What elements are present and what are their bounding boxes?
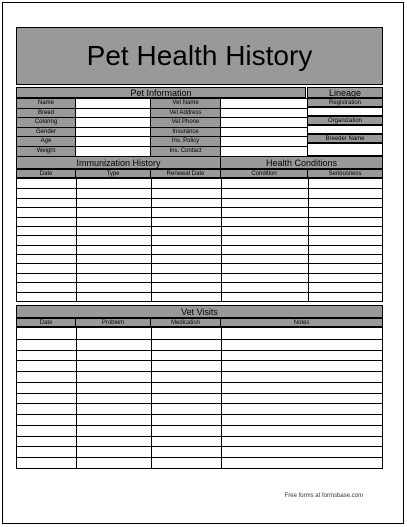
page-title: Pet Health History [86,40,313,71]
vet-label-2: Vet Phone [150,117,221,128]
pet-label-4: Age [16,136,76,147]
vet-label-3: Insurance [150,127,221,138]
organization-field[interactable] [307,125,383,134]
vet-label-0: Vet Name [150,98,221,109]
grid-row-line [17,254,382,255]
vet-field-5[interactable] [220,146,308,157]
health-col-condition: Condition [220,169,308,178]
registration-field[interactable] [307,107,383,116]
grid-row-line [17,273,382,274]
breeder-name-field[interactable] [307,143,383,156]
pet-label-0: Name [16,98,76,109]
grid-row-line [17,235,382,236]
pet-field-5[interactable] [75,146,151,157]
immunization-health-grid[interactable] [16,178,383,302]
grid-row-line [17,393,382,394]
immunization-col-type: Type [75,169,151,178]
grid-row-line [17,350,382,351]
health-col-seriousness: Seriousness [307,169,383,178]
grid-row-line [17,282,382,283]
pet-label-5: Weight [16,146,76,157]
grid-row-line [17,436,382,437]
pet-information-header: Pet Information [16,87,306,98]
pet-label-1: Breed [16,108,76,119]
pet-label-3: Gender [16,127,76,138]
grid-row-line [17,446,382,447]
lineage-label-breeder-name: Breeder Name [307,134,383,143]
grid-row-line [17,382,382,383]
vet-visits-col-date: Date [16,318,76,327]
vet-visits-header: Vet Visits [16,305,383,318]
grid-row-line [17,188,382,189]
grid-row-line [17,217,382,218]
grid-row-line [17,226,382,227]
vet-label-1: Vet Address [150,108,221,119]
form-page [2,2,404,524]
vet-visits-col-problem: Problem [75,318,151,327]
grid-row-line [17,339,382,340]
grid-row-line [17,425,382,426]
grid-row-line [17,245,382,246]
grid-row-line [17,292,382,293]
footer-text: Free forms at formsbase.com [284,493,363,499]
lineage-label-organization: Organization [307,116,383,125]
immunization-history-header: Immunization History [16,156,221,169]
vet-label-5: Ins. Contact [150,146,221,157]
grid-row-line [17,360,382,361]
vet-visits-col-notes: Notes [220,318,383,327]
immunization-col-renewal-date: Renewal Date [150,169,221,178]
title-banner [16,27,383,85]
vet-visits-col-medication: Medication [150,318,221,327]
grid-row-line [17,207,382,208]
grid-row-line [17,414,382,415]
grid-row-line [17,263,382,264]
lineage-header: Lineage [307,87,383,98]
grid-row-line [17,403,382,404]
grid-row-line [17,457,382,458]
grid-row-line [17,198,382,199]
health-conditions-header: Health Conditions [220,156,383,169]
lineage-label-registration: Registration [307,98,383,107]
pet-label-2: Coloring [16,117,76,128]
vet-visits-grid[interactable] [16,327,383,469]
grid-row-line [17,371,382,372]
vet-label-4: Ins. Policy [150,136,221,147]
immunization-col-date: Date [16,169,76,178]
